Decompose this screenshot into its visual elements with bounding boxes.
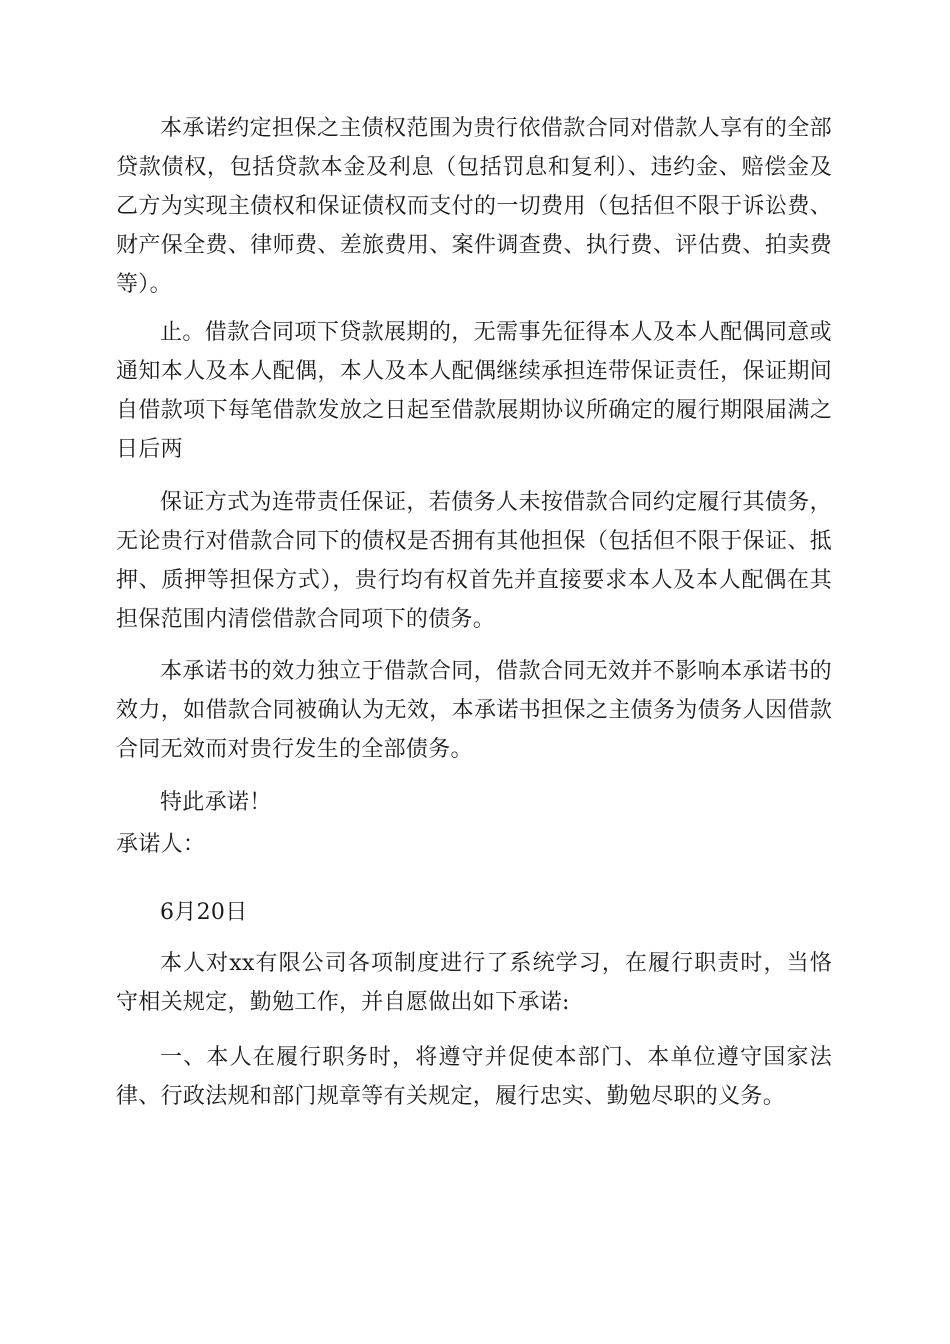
paragraph-loan-extension: 止。借款合同项下贷款展期的，无需事先征得本人及本人配偶同意或通知本人及本人配偶，本人及本人配偶继续承担连带保证责任，保证期间自借款项下每笔借款发放之日起至借款展期协议所确定的履行期限届满之日后两	[116, 320, 832, 462]
paragraph-commitment-item-1: 一、本人在履行职务时，将遵守并促使本部门、本单位遵守国家法律、行政法规和部门规章等有关规定，履行忠实、勤勉尽职的义务。	[116, 1045, 832, 1109]
paragraph-commitment-intro: 本人对xx有限公司各项制度进行了系统学习，在履行职责时，当恪守相关规定，勤勉工作，并自愿做出如下承诺:	[116, 951, 832, 1015]
paragraph-guarantee-method: 保证方式为连带责任保证，若债务人未按借款合同约定履行其债务，无论贵行对借款合同下的债权是否拥有其他担保（包括但不限于保证、抵押、质押等担保方式），贵行均有权首先并直接要求本人及本人配偶在其担保范围内清偿借款合同项下的债务。	[116, 490, 832, 632]
signatory-label: 承诺人：	[116, 832, 206, 857]
paragraph-closing: 特此承诺！	[160, 790, 272, 815]
date-line: 6月20日	[160, 900, 248, 925]
paragraph-guarantee-scope: 本承诺约定担保之主债权范围为贵行依借款合同对借款人享有的全部贷款债权，包括贷款本金及利息（包括罚息和复利）、违约金、赔偿金及乙方为实现主债权和保证债权而支付的一切费用（包括但不限于诉讼费、财产保全费、律师费、差旅费用、案件调查费、执行费、评估费、拍卖费等）。	[116, 116, 832, 297]
paragraph-validity: 本承诺书的效力独立于借款合同，借款合同无效并不影响本承诺书的效力，如借款合同被确认为无效，本承诺书担保之主债务为债务人因借款合同无效而对贵行发生的全部债务。	[116, 659, 832, 762]
